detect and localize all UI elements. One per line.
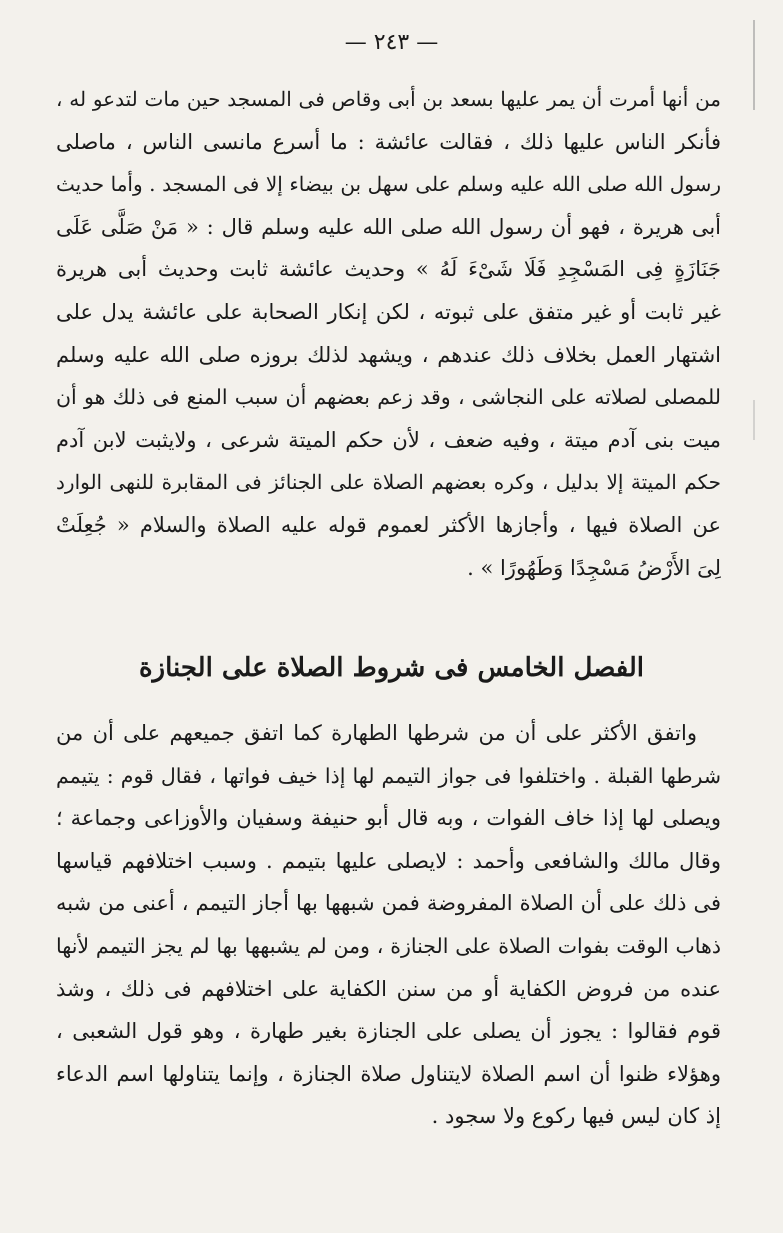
text-line: عن الصلاة فيها ، وأجازها الأكثر لعموم قوله عليه الصلاة والسلام « جُعِلَتْ — [56, 512, 721, 537]
text-line: لِىَ الأَرْضُ مَسْجِدًا وَطَهُورًا » . — [467, 555, 721, 580]
page-number: — ٢٤٣ — — [344, 30, 439, 55]
text-line: اشتهار العمل بخلاف ذلك عندهم ، ويشهد لذلك بروزه صلى الله عليه وسلم — [56, 342, 721, 367]
text-line: ويصلى لها إذا خاف الفوات ، وبه قال أبو حنيفة وسفيان والأوزاعى وجماعة ؛ — [56, 806, 721, 831]
margin-mark — [753, 400, 755, 440]
text-line: فى ذلك على أن الصلاة المفروضة فمن شبهها بها أجاز التيمم ، أعنى من شبه — [56, 891, 721, 916]
paragraph-1 — [56, 78, 721, 589]
text-line: جَنَازَةٍ فِى المَسْجِدِ فَلَا شَىْءَ لَهُ » وحديث عائشة ثابت وحديث أبى هريرة — [56, 257, 721, 282]
text-line: وقال مالك والشافعى وأحمد : لايصلى عليها بتيمم . وسبب اختلافهم قياسها — [56, 848, 721, 873]
text-line: ميت بنى آدم ميتة ، وفيه ضعف ، لأن حكم الميتة شرعى ، ولايثبت لابن آدم — [56, 427, 721, 452]
text-line: أبى هريرة ، فهو أن رسول الله صلى الله عليه وسلم قال : « مَنْ صَلَّى عَلَى — [56, 214, 721, 239]
text-line: ذهاب الوقت بفوات الصلاة على الجنازة ، ومن لم يشبهها بها لم يجز التيمم لأنها — [56, 933, 721, 958]
text-line: عنده من فروض الكفاية أو من سنن الكفاية على اختلافهم فى ذلك ، وشذ — [56, 976, 721, 1001]
text-line: للمصلى لصلاته على النجاشى ، وقد زعم بعضهم أن سبب المنع فى ذلك هو أن — [56, 385, 721, 410]
text-line: غير ثابت أو غير متفق على ثبوته ، لكن إنكار الصحابة على عائشة يدل على — [56, 299, 721, 324]
text-line: شرطها القبلة . واختلفوا فى جواز التيمم لها إذا خيف فواتها ، فقال قوم : يتيمم — [56, 763, 721, 788]
text-line: إذ كان ليس فيها ركوع ولا سجود . — [431, 1104, 721, 1129]
text-line: قوم فقالوا : يجوز أن يصلى على الجنازة بغير طهارة ، وهو قول الشعبى ، — [56, 1019, 721, 1044]
text-line: وهؤلاء ظنوا أن اسم الصلاة لايتناول صلاة الجنازة ، وإنما يتناولها اسم الدعاء — [56, 1061, 721, 1086]
text-line: حكم الميتة إلا بدليل ، وكره بعضهم الصلاة على الجنائز فى المقابرة للنهى الوارد — [56, 470, 721, 495]
paragraph-2 — [56, 712, 721, 1138]
text-line: فأنكر الناس عليها ذلك ، فقالت عائشة : ما أسرع مانسى الناس ، ماصلى — [56, 129, 721, 154]
text-line: رسول الله صلى الله عليه وسلم على سهل بن بيضاء إلا فى المسجد . وأما حديث — [56, 172, 721, 197]
section-heading: الفصل الخامس فى شروط الصلاة على الجنازة — [138, 653, 645, 683]
text-line: من أنها أمرت أن يمر عليها بسعد بن أبى وقاص فى المسجد حين مات لتدعو له ، — [56, 87, 721, 111]
text-line: واتفق الأكثر على أن من شرطها الطهارة كما اتفق جميعهم على أن من — [56, 721, 697, 745]
